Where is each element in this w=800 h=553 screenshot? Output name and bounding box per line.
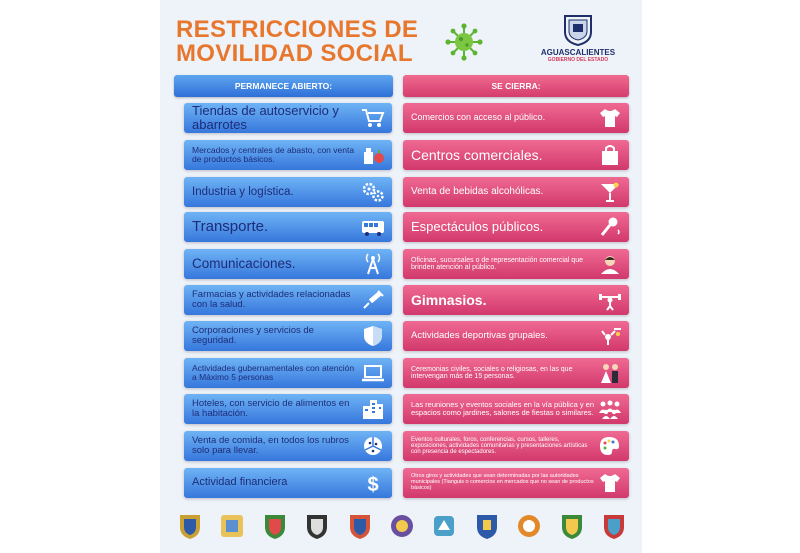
shopping-bag-icon xyxy=(598,144,622,166)
closed-item-label: Oficinas, sucursales o de representación comercial que brinden atención al público. xyxy=(411,256,583,271)
title-line-1: RESTRICCIONES DE xyxy=(176,16,419,43)
state-shield-icon xyxy=(561,14,595,46)
open-item-label: Actividad financiera xyxy=(192,476,288,489)
cocktail-icon xyxy=(598,181,622,203)
closed-item xyxy=(403,394,629,424)
art-palette-icon xyxy=(598,435,622,457)
closed-item-label: Centros comerciales. xyxy=(411,146,543,163)
dollar-icon xyxy=(361,472,385,494)
open-item-label: Corporaciones y servicios de seguridad. xyxy=(192,325,314,346)
closed-column-header: SE CIERRA: xyxy=(403,75,629,97)
open-item xyxy=(184,249,392,279)
closed-item-label: Eventos culturales, foros, conferencias, cursos, talleres, exposiciones, actividades comunitarias y presentaciones artísticas con presencia de espectadores. xyxy=(411,436,588,456)
closed-item-label: Actividades deportivas grupales. xyxy=(411,330,548,342)
groceries-icon xyxy=(361,144,385,166)
shield-icon xyxy=(361,325,385,347)
syringe-icon xyxy=(361,289,385,311)
open-item-label: Comunicaciones. xyxy=(192,255,296,271)
closed-item xyxy=(403,140,629,170)
open-item xyxy=(184,140,392,170)
open-item xyxy=(184,321,392,351)
closed-item xyxy=(403,285,629,315)
municipal-seal-icon xyxy=(261,512,289,540)
closed-item-label: Ceremonias civiles, sociales o religiosas, en las que intervengan más de 15 personas. xyxy=(411,365,573,380)
open-item-label: Farmacias y actividades relacionadas con la salud. xyxy=(192,289,351,310)
logo-name: AGUASCALIENTES xyxy=(540,48,616,57)
poster xyxy=(160,0,642,553)
gears-icon xyxy=(361,181,385,203)
municipal-seals xyxy=(176,512,628,542)
hotel-icon xyxy=(361,398,385,420)
laptop-icon xyxy=(361,362,385,384)
closed-item xyxy=(403,177,629,207)
open-item-label: Industria y logística. xyxy=(192,185,294,198)
open-item-label: Actividades gubernamentales con atención a Máximo 5 personas xyxy=(192,363,355,382)
logo-subtitle: GOBIERNO DEL ESTADO xyxy=(547,57,609,63)
svg-text:$: $ xyxy=(367,474,379,494)
municipal-seal-icon xyxy=(430,512,458,540)
open-item xyxy=(184,431,392,461)
closed-item xyxy=(403,431,629,461)
municipal-seal-icon xyxy=(515,512,543,540)
open-item-label: Venta de comida, en todos los rubros solo para llevar. xyxy=(192,435,349,456)
virus-icon xyxy=(442,22,486,62)
shopping-cart-icon xyxy=(361,107,385,129)
open-item-label: Hoteles, con servicio de alimentos en la habitación. xyxy=(192,398,350,419)
municipal-seal-icon xyxy=(558,512,586,540)
open-item xyxy=(184,394,392,424)
closed-item xyxy=(403,468,629,498)
municipal-seal-icon xyxy=(218,512,246,540)
closed-item-label: Gimnasios. xyxy=(411,291,487,308)
open-item xyxy=(184,358,392,388)
closed-item-label: Comercios con acceso al público. xyxy=(411,112,546,123)
open-item xyxy=(184,468,392,498)
weightlifter-icon xyxy=(598,289,622,311)
closed-item xyxy=(403,249,629,279)
municipal-seal-icon xyxy=(176,512,204,540)
closed-item-label: Otros giros y actividades que sean determinadas por las autoridades municipales (Tianguis o comercios en mercados que no sean de productos básicos) xyxy=(411,473,594,491)
closed-item-label: Espectáculos públicos. xyxy=(411,219,544,235)
wedding-couple-icon xyxy=(598,362,622,384)
open-item xyxy=(184,103,392,133)
municipal-seal-icon xyxy=(346,512,374,540)
bus-icon xyxy=(361,216,385,238)
basketball-icon xyxy=(598,325,622,347)
municipal-seal-icon xyxy=(473,512,501,540)
closed-item xyxy=(403,321,629,351)
municipal-seal-icon xyxy=(600,512,628,540)
open-item-label: Transporte. xyxy=(192,218,269,236)
open-item xyxy=(184,212,392,242)
closed-item xyxy=(403,212,629,242)
tshirt-icon xyxy=(598,472,622,494)
open-item xyxy=(184,177,392,207)
open-column-header: PERMANECE ABIERTO: xyxy=(174,75,393,97)
shirt-icon xyxy=(598,107,622,129)
closed-item-label: Las reuniones y eventos sociales en la vía pública y en espacios como jardines, salones de fiestas o similares. xyxy=(411,400,595,417)
municipal-seal-icon xyxy=(388,512,416,540)
closed-item xyxy=(403,358,629,388)
closed-item-label: Venta de bebidas alcohólicas. xyxy=(411,185,544,197)
open-item-label: Mercados y centrales de abasto, con venta de productos básicos. xyxy=(192,145,355,164)
office-worker-icon xyxy=(598,253,622,275)
poster-title xyxy=(176,18,418,66)
microphone-icon xyxy=(598,216,622,238)
open-item xyxy=(184,285,392,315)
state-logo xyxy=(528,14,628,63)
pizza-icon xyxy=(361,435,385,457)
antenna-tower-icon xyxy=(361,253,385,275)
open-item-label: Tiendas de autoservicio y abarrotes xyxy=(192,103,339,132)
title-line-2: MOVILIDAD SOCIAL xyxy=(176,40,413,67)
closed-item xyxy=(403,103,629,133)
group-people-icon xyxy=(598,398,622,420)
municipal-seal-icon xyxy=(303,512,331,540)
